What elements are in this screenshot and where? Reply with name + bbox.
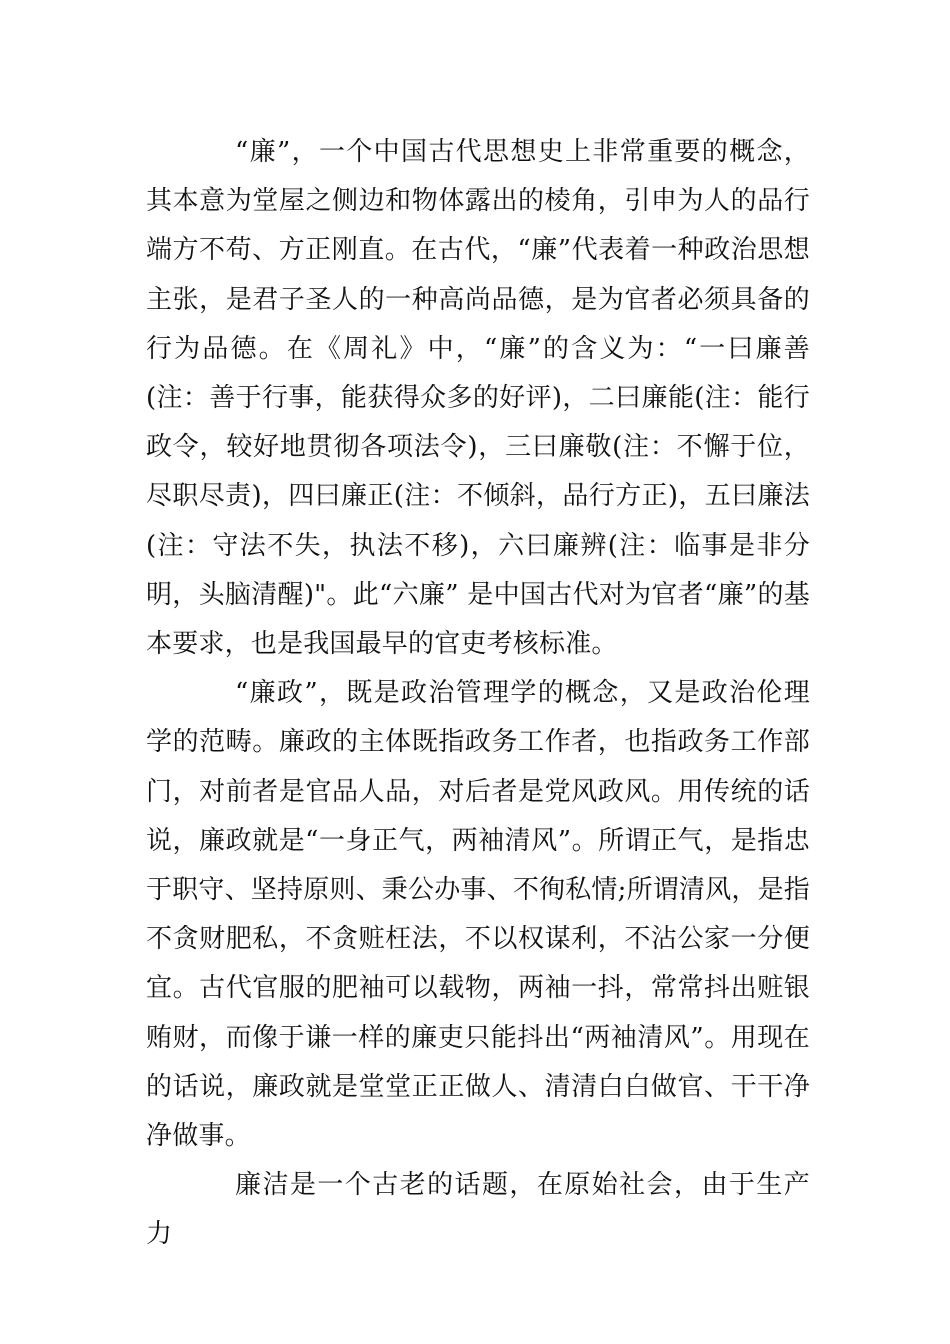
document-page	[146, 128, 810, 1260]
paragraph-lianzheng: “廉政”，既是政治管理学的概念，又是政治伦理学的范畴。廉政的主体既指政务工作者，也指政务工作部门，对前者是官品人品，对后者是党风政风。用传统的话说，廉政就是“一身正气，两袖清风”。所谓正气，是指忠于职守、坚持原则、秉公办事、不徇私情;所谓清风，是指不贪财肥私，不贪赃枉法，不以权谋利，不沾公家一分便宜。古代官服的肥袖可以载物，两袖一抖，常常抖出赃银贿财，而像于谦一样的廉吏只能抖出“两袖清风”。用现在的话说，廉政就是堂堂正正做人、清清白白做官、干干净净做事。	[146, 678, 810, 1152]
paragraph-lian-definition: “廉”，一个中国古代思想史上非常重要的概念，其本意为堂屋之侧边和物体露出的棱角，引申为人的品行端方不苟、方正刚直。在古代，“廉”代表着一种政治思想主张，是君子圣人的一种高尚品德，是为官者必须具备的行为品德。在《周礼》中，“廉”的含义为：“一曰廉善(注：善于行事，能获得众多的好评)，二曰廉能(注：能行政令，较好地贯彻各项法令)，三曰廉敬(注：不懈于位，尽职尽责)，四曰廉正(注：不倾斜，品行方正)，五曰廉法(注：守法不失，执法不移)，六曰廉辨(注：临事是非分明，头脑清醒)"。此“六廉” 是中国古代对为官者“廉”的基本要求，也是我国最早的官吏考核标准。	[146, 137, 810, 660]
paragraph-lianjie: 廉洁是一个古老的话题，在原始社会，由于生产力	[146, 1170, 810, 1250]
